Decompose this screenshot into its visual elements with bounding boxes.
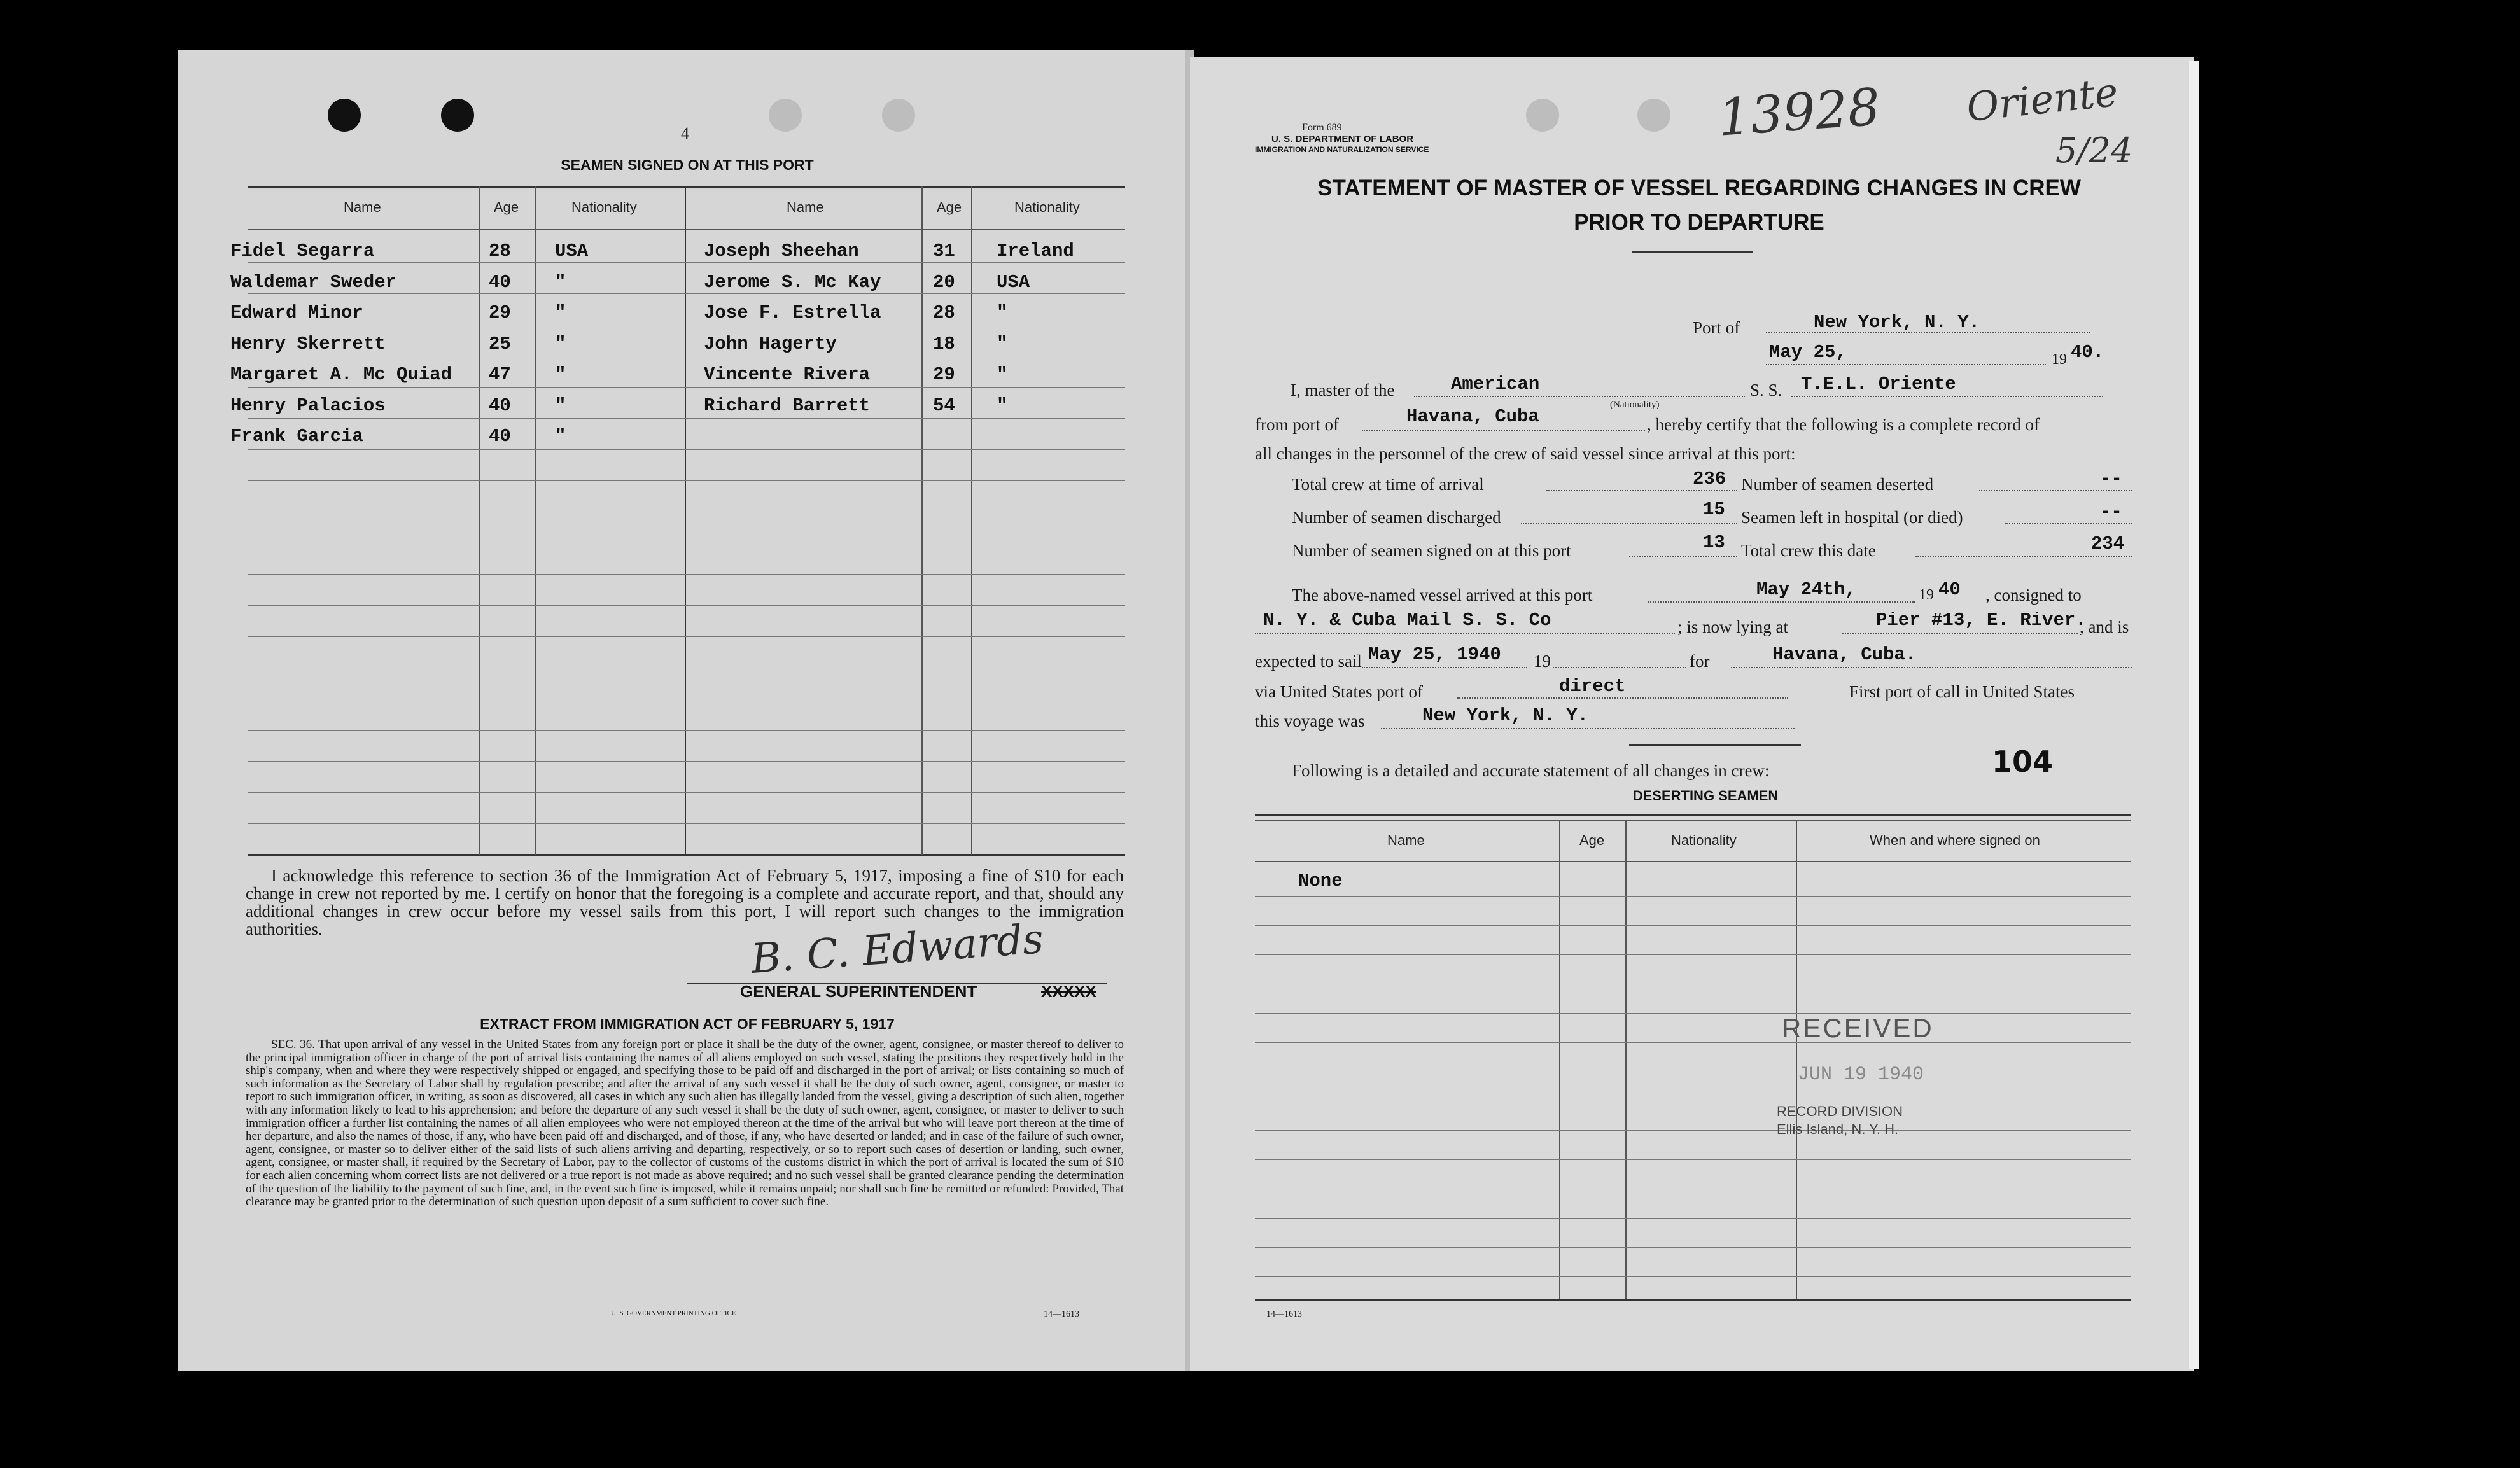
total-now-value: 234 [2091,533,2125,554]
year-value: 40. [2071,342,2104,363]
punch-hole [328,99,361,132]
desert-col-age: Age [1579,832,1605,848]
right_rows-name: Vincente Rivera [704,364,871,385]
col-header-name: Name [787,199,824,215]
left_rows-name: Henry Skerrett [230,333,386,354]
right_rows-name: John Hagerty [704,333,837,354]
table-rule [1255,1276,2131,1277]
left_rows-name: Henry Palacios [230,395,386,416]
deserted-value: -- [2100,468,2122,489]
for-label: for [1690,652,1710,671]
stamp-received: RECEIVED [1782,1013,1934,1043]
table-rule [248,605,1125,606]
left_rows-name: Margaret A. Mc Quiad [230,364,452,385]
left_rows-nat: " [555,271,566,293]
discharged-value: 15 [1703,499,1725,520]
total-crew-arrival-value: 236 [1693,468,1726,489]
table-rule [1255,1247,2131,1248]
left_rows-age: 40 [489,395,511,416]
right_rows-age: 20 [933,271,955,293]
table-rule [1255,1130,2131,1131]
hospital-label: Seamen left in hospital (or died) [1741,508,1963,527]
deserting-title: DESERTING SEAMEN [1632,788,1779,804]
section-title: SEAMEN SIGNED ON AT THIS PORT [561,157,814,173]
sail-date-value: May 25, 1940 [1368,644,1501,665]
ss-label: S. S. [1750,381,1782,400]
left_rows-age: 40 [489,426,511,447]
table-rule [1255,1013,2131,1014]
signer-title-strike: XXXXX [1041,982,1096,1001]
deserted-label: Number of seamen deserted [1741,475,1934,494]
department: U. S. DEPARTMENT OF LABOR [1271,134,1414,144]
acknowledgement-text: I acknowledge this reference to section 36 of the Immigration Act of February 5, 1917, imposing a fine of $10 for each change in crew not reported by me. I certify on honor that the foregoing is a complete and accurate report, and that, should any additional changes in crew occur before my vessel sails from this port, I will report such changes to the immigration authorities. [246,866,1124,939]
punch-hole [882,99,915,132]
certify-text-2: all changes in the personnel of the crew of said vessel since arrival at this port: [1255,444,1796,463]
signer-title: GENERAL SUPERINTENDENT [740,982,977,1001]
table-rule [248,480,1125,481]
left_rows-age: 28 [489,241,511,262]
port-label: Port of [1693,318,1740,337]
left_rows-age: 40 [489,271,511,293]
master-label: I, master of the [1291,381,1395,400]
right_rows-name: Richard Barrett [704,395,871,416]
left_rows-nat: " [555,333,566,354]
and-is-label: , and is [2080,617,2129,636]
left_rows-name: Edward Minor [230,302,363,323]
left_rows-name: Fidel Segarra [230,241,375,262]
col-header-age: Age [494,199,519,215]
table-rule [248,761,1125,762]
punch-hole [1637,99,1670,132]
sail-year-prefix: 19 [1534,652,1551,671]
this-voyage-label: this voyage was [1255,711,1365,731]
left_rows-nat: " [555,364,566,385]
lying-label: ; is now lying at [1677,617,1788,636]
signed-on-label: Number of seamen signed on at this port [1292,541,1571,560]
table-rule [1255,896,2131,897]
certify-text: , hereby certify that the following is a complete record of [1647,415,2040,434]
right_rows-age: 31 [933,241,955,262]
pier-value: Pier #13, E. River. [1876,610,2087,631]
table-rule [248,387,1125,388]
col-header-nationality: Nationality [1014,199,1080,215]
left_rows-nat: " [555,302,566,323]
punch-hole [1526,99,1559,132]
table-rule [1255,1159,2131,1160]
year-prefix: 19 [2052,351,2067,368]
col-header-name: Name [344,199,381,215]
handwritten-number: 13928 [1716,77,1882,148]
table-rule [248,823,1125,824]
handwritten-104: 104 [1992,744,2054,779]
page-number: 4 [681,124,689,143]
arrived-year-value: 40 [1938,579,1961,600]
printer-mark: U. S. GOVERNMENT PRINTING OFFICE [611,1310,736,1317]
form-code: 14—1613 [1044,1310,1079,1319]
left_rows-name: Frank Garcia [230,426,363,447]
left_rows-nat: USA [555,241,589,262]
via-label: via United States port of [1255,682,1423,701]
hospital-value: -- [2100,501,2122,522]
table-rule [1255,925,2131,926]
service: IMMIGRATION AND NATURALIZATION SERVICE [1255,145,1429,154]
right_rows-name: Jose F. Estrella [704,302,881,323]
punch-hole [441,99,474,132]
form-number: Form 689 [1302,122,1342,133]
right_rows-name: Joseph Sheehan [704,241,859,262]
consignee-value: N. Y. & Cuba Mail S. S. Co [1263,610,1551,631]
handwritten-note: Oriente [1964,68,2120,131]
left_rows-age: 29 [489,302,511,323]
right_rows-nat: " [997,333,1008,354]
table-rule [248,792,1125,793]
extract-text: SEC. 36. That upon arrival of any vessel in the United States from any foreign port or place it shall be the duty of the owner, agent, consignee, or master thereof to deliver to the principal immigration officer in charge of the port of arrival lists containing the names of all aliens employed on such vessel, stating the positions they respectively hold in the ship's company, when and where they were respectively shipped or engaged, and specifying those to be paid off and discharged in the port of arrival; or lists containing so much of such information as the Secretary of Labor shall by regulation prescribe; and after the arrival of any such vessel it shall be the duty of such owner, agent, consignee, or master to report to such immigration officer, in writing, as soon as discovered, all cases in which any such alien has illegally landed from the vessel, giving a description of such alien, together with any information likely to lead to his apprehension; and before the departure of any such vessel it shall be the duty of such owner, agent, consignee, or master to deliver to such immigration officer a further list containing the names of all alien employees who were not employed thereon at the time of the arrival but who will leave port thereon at the time of her departure, and also the names of those, if any, who have been paid off and discharged, and of those, if any, who have deserted or landed; and in case of the failure of such owner, agent, consignee, or master so to deliver either of the said lists of such aliens arriving and departing, respectively, or so to report such cases of desertion or landing, such owner, agent, consignee, or master shall, if required by the Secretary of Labor, pay to the collector of customs of the customs district in which the port of arrival is located the sum of $10 for each alien concerning whom correct lists are not delivered or a true report is not made as above required; and no such vessel shall be granted clearance pending the determination of the question of the liability to the payment of such fine, and, in the event such fine is imposed, while it remains unpaid; nor shall such fine be remitted or refunded: Provided, That clearance may be granted prior to the determination of such question upon deposit of a sum sufficient to cover such fine. [246,1038,1124,1209]
page-edge [2189,61,2199,1369]
left_rows-age: 25 [489,333,511,354]
first-port-value: New York, N. Y. [1422,705,1589,726]
right_rows-nat: " [997,302,1008,323]
via-value: direct [1559,676,1626,697]
right_rows-age: 54 [933,395,955,416]
desert-col-name: Name [1387,832,1425,848]
form-code: 14—1613 [1266,1310,1302,1319]
total-now-label: Total crew this date [1741,541,1876,560]
left_rows-name: Waldemar Sweder [230,271,397,293]
from-port-label: from port of [1255,415,1339,434]
following-label: Following is a detailed and accurate statement of all changes in crew: [1292,761,1770,780]
desert-col-nationality: Nationality [1671,832,1737,848]
table-rule [248,418,1125,419]
handwritten-signature: B. C. Edwards [749,916,1046,983]
arrived-label: The above-named vessel arrived at this port [1292,585,1593,605]
right_rows-age: 28 [933,302,955,323]
desert-row-none: None [1298,870,1343,891]
right_rows-nat: USA [997,271,1030,293]
right_rows-age: 29 [933,364,955,385]
desert-col-signed-on: When and where signed on [1870,832,2040,848]
right_rows-nat: " [997,395,1008,416]
discharged-label: Number of seamen discharged [1292,508,1501,527]
port-value: New York, N. Y. [1814,312,1980,333]
table-rule [248,449,1125,450]
left_rows-nat: " [555,395,566,416]
punch-hole [769,99,802,132]
total-crew-arrival-label: Total crew at time of arrival [1292,475,1484,494]
col-header-age: Age [937,199,962,215]
left_rows-age: 47 [489,364,511,385]
table-rule [1255,1218,2131,1219]
signed-on-value: 13 [1703,532,1725,553]
first-port-label: First port of call in United States [1849,682,2075,701]
table-rule [1255,1042,2131,1043]
table-rule [248,293,1125,294]
handwritten-date: 5/24 [2055,130,2133,171]
consigned-label: , consigned to [1985,585,2082,605]
right_rows-nat: " [997,364,1008,385]
table-rule [248,574,1125,575]
destination-value: Havana, Cuba. [1772,644,1917,665]
form-title-line2: PRIOR TO DEPARTURE [1574,210,1824,235]
extract-title: EXTRACT FROM IMMIGRATION ACT OF FEBRUARY 5, 1917 [480,1016,895,1032]
stamp-place: Ellis Island, N. Y. H. [1777,1121,1899,1137]
expected-label: expected to sail [1255,652,1362,671]
right_rows-name: Jerome S. Mc Kay [704,271,881,293]
table-rule [248,262,1125,263]
right_rows-age: 18 [933,333,955,354]
nationality-caption: (Nationality) [1610,400,1660,410]
arrived-year-prefix: 19 [1919,587,1934,603]
nationality-value: American [1451,374,1540,395]
right_rows-nat: Ireland [997,241,1074,262]
date-value: May 25, [1769,342,1847,363]
stamp-date: JUN 19 1940 [1798,1064,1924,1086]
table-rule [248,730,1125,731]
from-port-value: Havana, Cuba [1406,406,1539,427]
left_rows-nat: " [555,426,566,447]
col-header-nationality: Nationality [571,199,637,215]
form-title-line1: STATEMENT OF MASTER OF VESSEL REGARDING CHANGES IN CREW [1317,176,2081,200]
stamp-division: RECORD DIVISION [1777,1103,1903,1119]
arrived-date-value: May 24th, [1756,579,1856,600]
vessel-value: T.E.L. Oriente [1801,374,1956,395]
table-rule [248,636,1125,637]
table-rule [1255,954,2131,955]
